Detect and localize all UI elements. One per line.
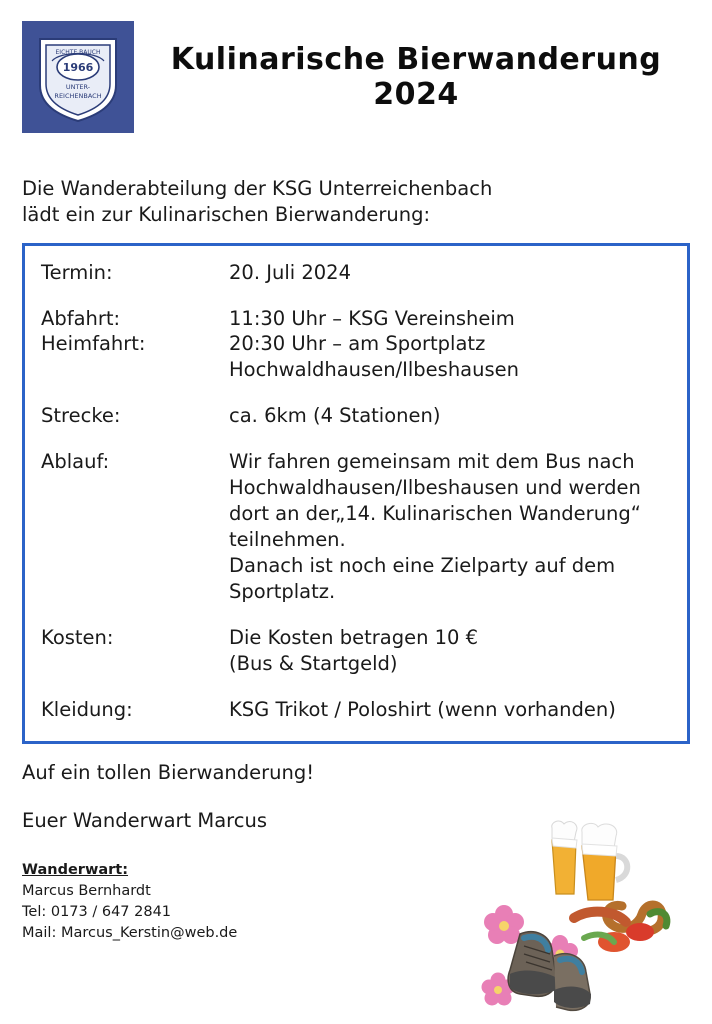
svg-text:UNTER-: UNTER- [65, 83, 91, 91]
closing-text [22, 760, 690, 835]
detail-value-line: 20. Juli 2024 [229, 260, 351, 284]
detail-value-line: Wir fahren gemeinsam mit dem Bus nach [229, 450, 635, 474]
spacer [41, 429, 671, 449]
intro-line-1: Die Wanderabteilung der KSG Unterreichenbach [22, 177, 493, 200]
detail-value [229, 403, 671, 429]
detail-value-line: Sportplatz. [229, 579, 336, 603]
detail-value-line: KSG Trikot / Poloshirt (wenn vorhanden) [229, 697, 616, 721]
detail-label: Abfahrt: [41, 306, 121, 330]
detail-value-line: Hochwaldhausen/Ilbeshausen und werden [229, 476, 641, 500]
detail-value-line: Hochwaldhausen/Ilbeshausen [229, 358, 520, 382]
detail-row-strecke [41, 403, 671, 429]
contact-block [22, 860, 690, 944]
detail-label: Kosten: [41, 625, 114, 649]
detail-row-kleidung [41, 697, 671, 723]
detail-label: Termin: [41, 260, 113, 284]
club-crest-icon [22, 21, 134, 133]
intro-line-2: lädt ein zur Kulinarischen Bierwanderung: [22, 203, 431, 227]
closing-line-1: Auf ein tollen Bierwanderung! [22, 760, 315, 784]
detail-value-line: Danach ist noch eine Zielparty auf dem [229, 553, 616, 577]
detail-row-kosten [41, 625, 671, 677]
detail-value [229, 331, 671, 383]
detail-row-heimfahrt [41, 331, 671, 383]
detail-value [229, 306, 671, 332]
detail-value [229, 260, 671, 286]
detail-value [229, 697, 671, 723]
detail-value-line: dort an der„14. Kulinarischen Wanderung“ [229, 502, 641, 526]
spacer [41, 677, 671, 697]
detail-label: Strecke: [41, 404, 121, 428]
detail-row-abfahrt [41, 306, 671, 332]
spacer [41, 286, 671, 306]
detail-row-termin [41, 260, 671, 286]
contact-name: Marcus Bernhardt [22, 883, 151, 900]
contact-phone: Tel: 0173 / 647 2841 [22, 904, 172, 921]
detail-label: Kleidung: [41, 697, 133, 721]
detail-label: Heimfahrt: [41, 332, 146, 356]
details-box [22, 243, 690, 744]
svg-text:1966: 1966 [62, 61, 94, 74]
page-title: Kulinarische Bierwanderung 2024 [170, 42, 662, 112]
detail-value-line: 20:30 Uhr – am Sportplatz [229, 332, 486, 356]
header [22, 18, 690, 136]
detail-value [229, 449, 671, 605]
spacer [41, 383, 671, 403]
detail-value-line: ca. 6km (4 Stationen) [229, 404, 441, 428]
closing-line-2: Euer Wanderwart Marcus [22, 808, 267, 832]
contact-mail: Mail: Marcus_Kerstin@web.de [22, 925, 238, 942]
detail-value-line: (Bus & Startgeld) [229, 651, 398, 675]
contact-heading: Wanderwart: [22, 862, 129, 879]
svg-text:REICHENBACH: REICHENBACH [54, 92, 102, 100]
detail-label: Ablauf: [41, 450, 110, 474]
detail-value [229, 625, 671, 677]
detail-value-line: teilnehmen. [229, 528, 346, 551]
detail-value-line: Die Kosten betragen 10 € [229, 625, 479, 649]
spacer [41, 605, 671, 625]
intro-text [22, 176, 690, 229]
detail-row-ablauf [41, 449, 671, 605]
detail-value-line: 11:30 Uhr – KSG Vereinsheim [229, 306, 515, 330]
svg-text:EICHTE BAUCH: EICHTE BAUCH [55, 49, 101, 56]
